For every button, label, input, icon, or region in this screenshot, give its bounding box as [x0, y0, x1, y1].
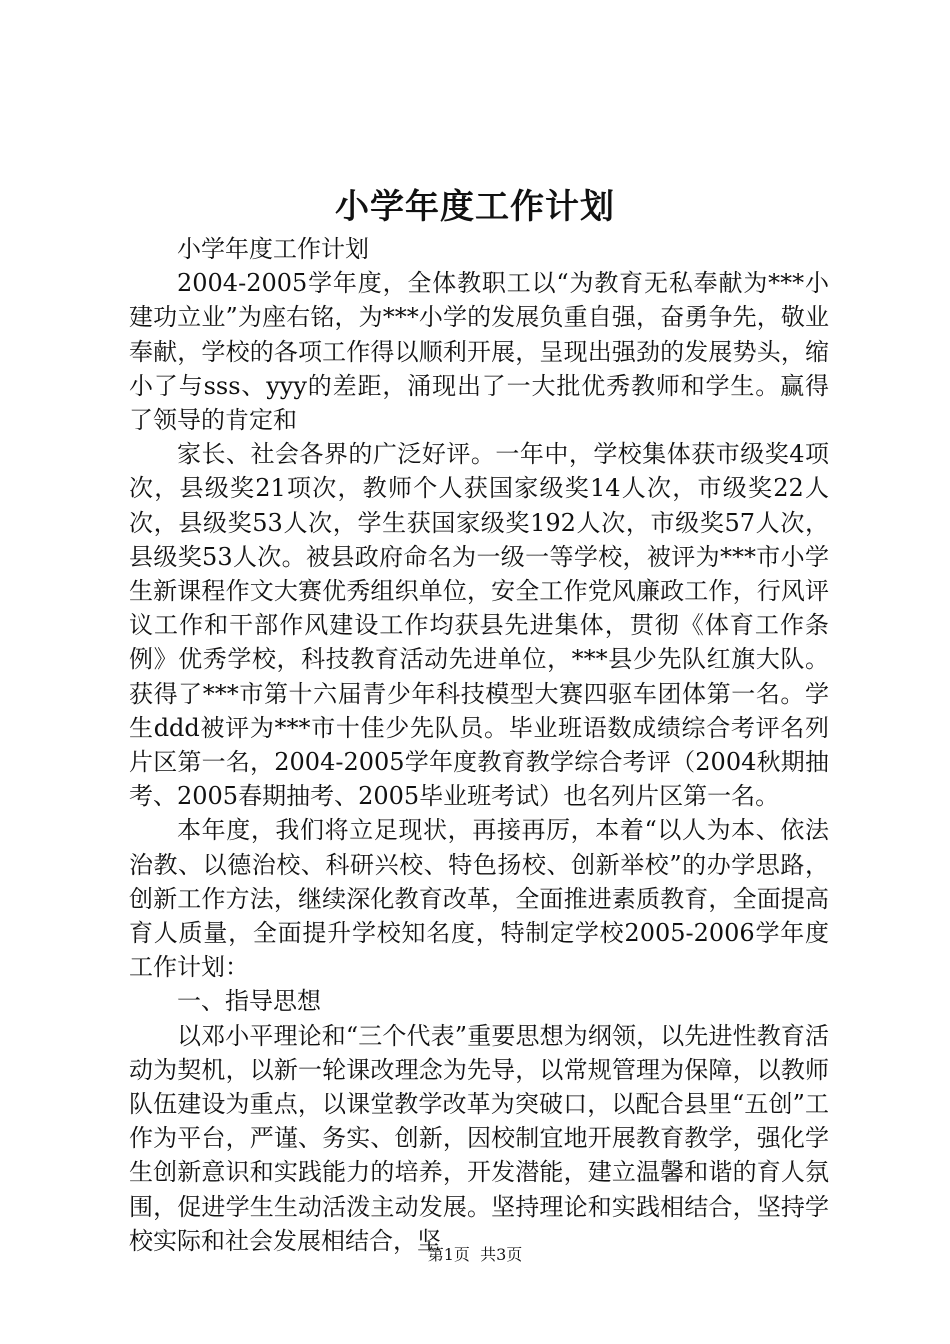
paragraph-achievements: 家长、社会各界的广泛好评。一年中，学校集体获市级奖4项次，县级奖21项次，教师个人获国家级奖14人次，市级奖22人次，县级奖53人次，学生获国家级奖192人次，市级奖57人次，县级奖53人次。被县政府命名为一级一等学校，被评为***市小学生新课程作文大赛优秀组织单位，安全工作党风廉政工作，行风评议工作和干部作风建设工作均获县先进集体，贯彻《体育工作条例》优秀学校，科技教育活动先进单位，***县少先队红旗大队。获得了***市第十六届青少年科技模型大赛四驱车团体第一名。学生ddd被评为***市十佳少先队员。毕业班语数成绩综合考评名列片区第一名，2004-2005学年度教育教学综合考评（2004秋期抽考、2005春期抽考、2005毕业班考试）也名列片区第一名。	[129, 440, 829, 811]
document-body	[129, 232, 829, 1258]
document-title: 小学年度工作计划	[335, 187, 615, 227]
paragraph-guiding-ideology: 以邓小平理论和“三个代表”重要思想为纲领，以先进性教育活动为契机，以新一轮课改理念为先导，以常规管理为保障，以教师队伍建设为重点，以课堂教学改革为突破口，以配合县里“五创”工作为平台，严谨、务实、创新，因校制宜地开展教育教学，强化学生创新意识和实践能力的培养，开发潜能，建立温馨和谐的育人氛围，促进学生生动活泼主动发展。坚持理论和实践相结合，坚持学校实际和社会发展相结合，坚	[129, 1021, 829, 1255]
footer-separator	[470, 1245, 480, 1264]
page-total: 共3页	[480, 1245, 523, 1264]
page-footer	[0, 1243, 950, 1267]
paragraph-plan-intro: 本年度，我们将立足现状，再接再厉，本着“以人为本、依法治教、以德治校、科研兴校、特色扬校、创新举校”的办学思路，创新工作方法，继续深化教育改革，全面推进素质教育，全面提高育人质量，全面提升学校知名度，特制定学校2005-2006学年度工作计划：	[129, 816, 829, 982]
paragraph-intro: 2004-2005学年度，全体教职工以“为教育无私奉献为***小建功立业”为座右铭，为***小学的发展负重自强，奋勇争先，敬业奉献，学校的各项工作得以顺利开展，呈现出强劲的发展势头，缩小了与sss、yyy的差距，涌现出了一大批优秀教师和学生。赢得了领导的肯定和	[129, 269, 829, 435]
page-number: 第1页	[427, 1245, 470, 1264]
paragraph-heading: 小学年度工作计划	[177, 235, 369, 263]
section-heading-guiding-ideology: 一、指导思想	[177, 987, 321, 1016]
